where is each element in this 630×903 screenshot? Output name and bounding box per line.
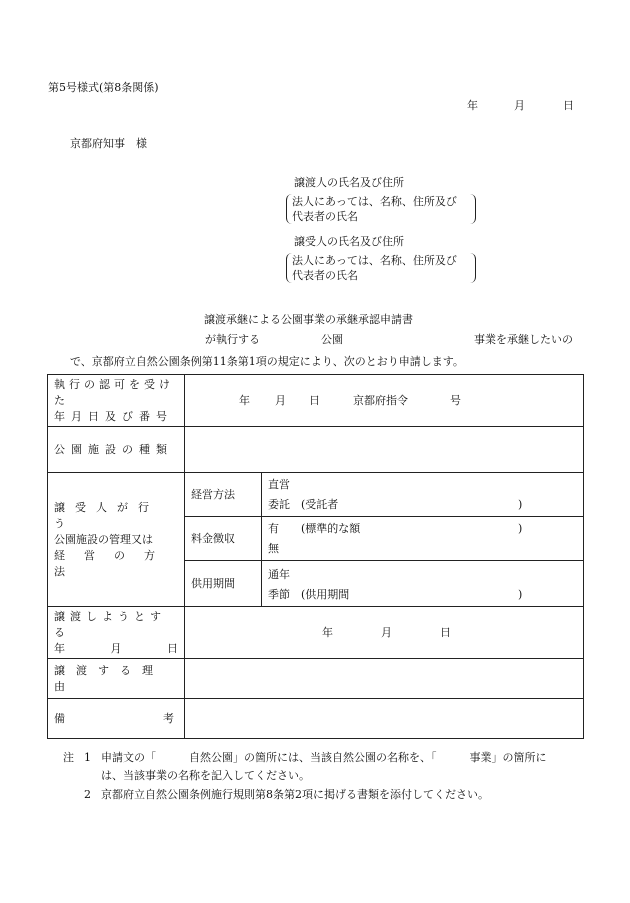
row-management-method [48,473,584,517]
row-remarks [48,699,584,739]
management-label [48,473,185,607]
transferor-note-2: 代表者の氏名 [292,210,358,223]
management-label-c: 経営の方法 [54,548,174,578]
operation-consigned: 委託 (受託者 [268,497,339,511]
remarks-value[interactable] [185,699,584,739]
row-transfer-reason [48,659,584,699]
operation-method-label: 経営方法 [185,473,262,517]
form-number: 第5号様式(第8条関係) [48,81,159,94]
transfer-month: 月 [381,625,392,639]
approval-date-label-a: 執行の認可を受けた [54,377,174,407]
period-seasonal-close: ) [518,587,523,601]
fee-collection-value[interactable] [262,517,584,561]
row-transfer-date [48,607,584,659]
intro-line2: で、京都府立自然公園条例第11条第1項の規定により、次のとおり申請します。 [70,355,464,368]
date-year: 年 [467,99,478,112]
management-label-a: 譲受人が行う [54,500,159,530]
operation-consigned-close: ) [518,497,523,511]
transfer-date-label-b: 年 月 日 [54,641,178,655]
approval-date-label-b: 年月日及び番号 [54,409,173,423]
period-year-round: 通年 [268,567,290,581]
note-2-number: 2 [84,788,91,801]
transfer-reason-label: 譲渡する理由 [48,659,185,699]
approval-date-value[interactable] [185,375,584,427]
approval-day: 日 [309,393,320,407]
transfer-date-label [48,607,185,659]
addressee: 京都府知事 様 [70,137,147,150]
application-table [47,374,584,739]
date-day: 日 [563,99,574,112]
approval-year: 年 [239,393,250,407]
transfer-day: 日 [440,625,451,639]
date-month: 月 [514,99,525,112]
facility-type-value[interactable] [185,427,584,473]
notes-prefix: 注 [63,751,74,764]
operation-method-value[interactable] [262,473,584,517]
management-label-b: 公園施設の管理又は [54,532,153,546]
approval-designation: 京都府指令 [353,393,408,407]
transfer-year: 年 [322,625,333,639]
note-2-text: 京都府立自然公園条例施行規則第8条第2項に掲げる書類を添付してください。 [101,788,489,801]
transfer-date-value[interactable] [185,607,584,659]
facility-type-label: 公園施設の種類 [48,427,185,473]
transferee-heading: 譲受人の氏名及び住所 [294,235,404,248]
intro-business: 事業を承継したいの [474,333,573,346]
fee-no: 無 [268,541,279,555]
remarks-label: 備 考 [48,699,185,739]
service-period-label: 供用期間 [185,561,262,607]
transferor-note-1: 法人にあっては、名称、住所及び [292,195,457,208]
transferee-note-1: 法人にあっては、名称、住所及び [292,254,457,267]
period-seasonal: 季節 (供用期間 [268,587,350,601]
row-approval-date [48,375,584,427]
transfer-reason-value[interactable] [185,659,584,699]
approval-date-label [48,375,185,427]
fee-yes-close: ) [518,521,523,535]
approval-number: 号 [450,393,461,407]
transferor-heading: 譲渡人の氏名及び住所 [294,176,404,189]
note-1-number: 1 [84,751,91,764]
transferee-note-2: 代表者の氏名 [292,269,358,282]
fee-collection-label: 料金徴収 [185,517,262,561]
intro-executes: が執行する [205,333,260,346]
page-title: 譲渡承継による公園事業の承継承認申請書 [204,313,413,326]
approval-month: 月 [275,393,286,407]
fee-yes: 有 (標準的な額 [268,521,361,535]
note-1-line2: は、当該事業の名称を記入してください。 [101,769,310,782]
operation-direct: 直営 [268,477,290,491]
transfer-date-label-a: 譲渡しようとする [54,609,166,639]
service-period-value[interactable] [262,561,584,607]
row-facility-type [48,427,584,473]
intro-park: 公園 [321,333,343,346]
note-1-line1: 申請文の「 自然公園」の箇所には、当該自然公園の名称を、「 事業」の箇所に [101,751,547,764]
